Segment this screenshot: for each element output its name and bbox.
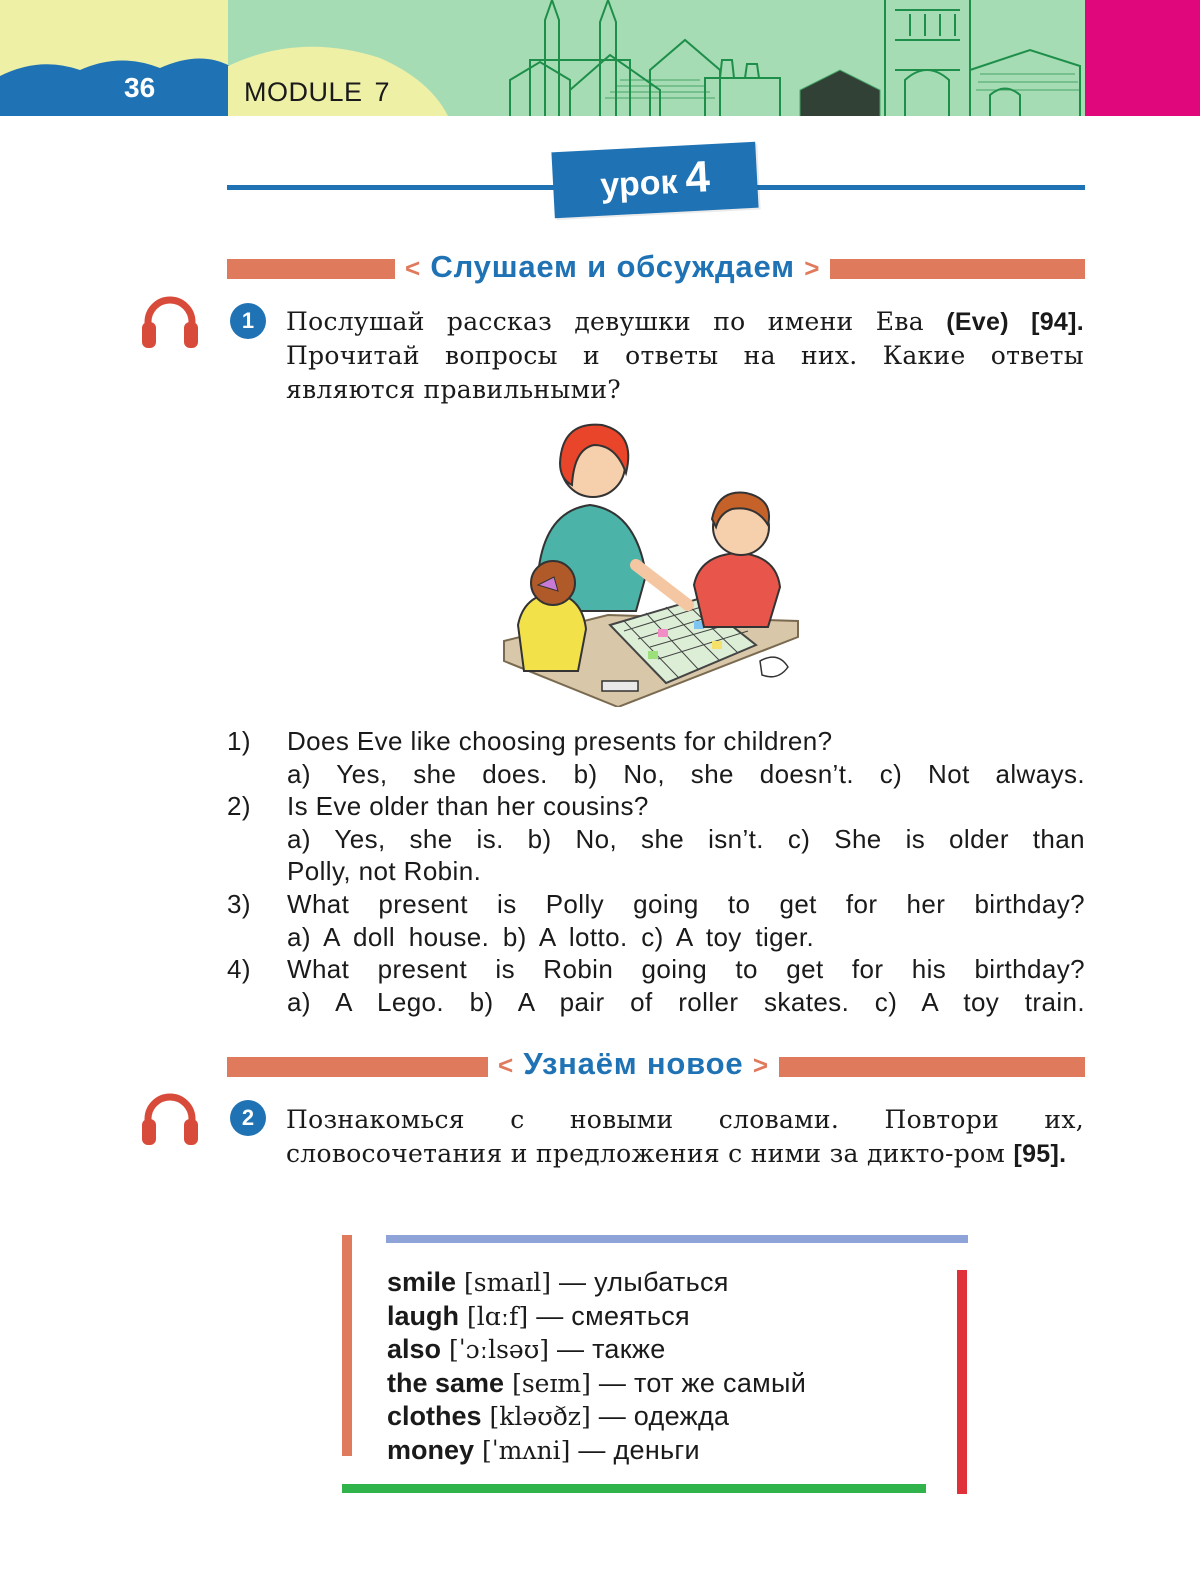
- exercise-1-instruction: Послушай рассказ девушки по имени Ева (Eve) [94]. Прочитай вопросы и ответы на них. Какие ответы являются правильными?: [286, 307, 1084, 404]
- question-text: What present is Robin going to get for his birthday?: [287, 954, 1085, 985]
- question-item: 4) What present is Robin going to get for his birthday? a) A Lego. b) A pair of roller skates. c) A toy train.: [227, 954, 1085, 1017]
- section-title-learn: < Узнаём новое >: [488, 1046, 779, 1082]
- exercise-1-number: 1: [230, 303, 266, 339]
- question-item: 3) What present is Polly going to get for her birthday? a) A doll house. b) A lotto. c) A toy tiger.: [227, 888, 1085, 952]
- question-item: 2) Is Eve older than her cousins? a) Yes, she is. b) No, she isn’t. c) She is older than Polly, not Robin.: [227, 791, 1085, 887]
- answer-options: a) A doll house. b) A lotto. c) A toy tiger.: [287, 921, 815, 952]
- vocab-item: clothes [kləʊðz] — одежда: [387, 1401, 730, 1432]
- vocab-frame-left: [342, 1235, 352, 1456]
- vocab-item: the same [seɪm] — тот же самый: [387, 1367, 807, 1398]
- illustration-board-game: [498, 415, 818, 707]
- exercise-2-number: 2: [230, 1100, 266, 1136]
- vocabulary-list: [387, 1266, 806, 1468]
- headphones-icon[interactable]: [140, 1089, 200, 1147]
- headphones-icon[interactable]: [140, 292, 200, 350]
- vocab-item: smile [smaɪl] — улыбаться: [387, 1267, 729, 1297]
- vocab-frame-top: [386, 1235, 968, 1243]
- answer-options-continued: Polly, not Robin.: [287, 856, 482, 887]
- question-item: 1) Does Eve like choosing presents for children? a) Yes, she does. b) No, she doesn’t. c) Not always.: [227, 726, 1085, 789]
- town-skyline-illustration: [500, 0, 1085, 116]
- question-text: Does Eve like choosing presents for children?: [287, 726, 833, 756]
- answer-options: a) A Lego. b) A pair of roller skates. c) A toy train.: [287, 986, 1085, 1017]
- questions-list: [227, 725, 1085, 1018]
- answer-options: a) Yes, she is. b) No, she isn’t. c) She is older than: [287, 823, 1085, 854]
- lesson-badge: урок 4: [551, 142, 758, 219]
- vocab-item: also [ˈɔːlsəʊ] — также: [387, 1334, 666, 1365]
- module-label: MODULE 7: [244, 77, 391, 107]
- vocab-item: laugh [lɑːf] — смеяться: [387, 1300, 690, 1331]
- header-pink-corner: [1085, 0, 1200, 116]
- answer-options: a) Yes, she does. b) No, she doesn’t. c) Not always.: [287, 758, 1085, 789]
- vocab-frame-right: [957, 1270, 967, 1494]
- header-wave-shape: [0, 40, 460, 116]
- page-number: 36: [124, 72, 156, 103]
- vocab-item: money [ˈmʌni] — деньги: [387, 1434, 700, 1465]
- question-text: What present is Polly going to get for her birthday?: [287, 888, 1085, 919]
- vocab-frame-bottom: [342, 1484, 926, 1493]
- section-title-listen: < Слушаем и обсуждаем >: [395, 249, 830, 285]
- question-text: Is Eve older than her cousins?: [287, 791, 649, 822]
- exercise-2-instruction: Познакомься с новыми словами. Повтори их, словосочетания и предложения с ними за дикто-ром [95].: [286, 1105, 1084, 1168]
